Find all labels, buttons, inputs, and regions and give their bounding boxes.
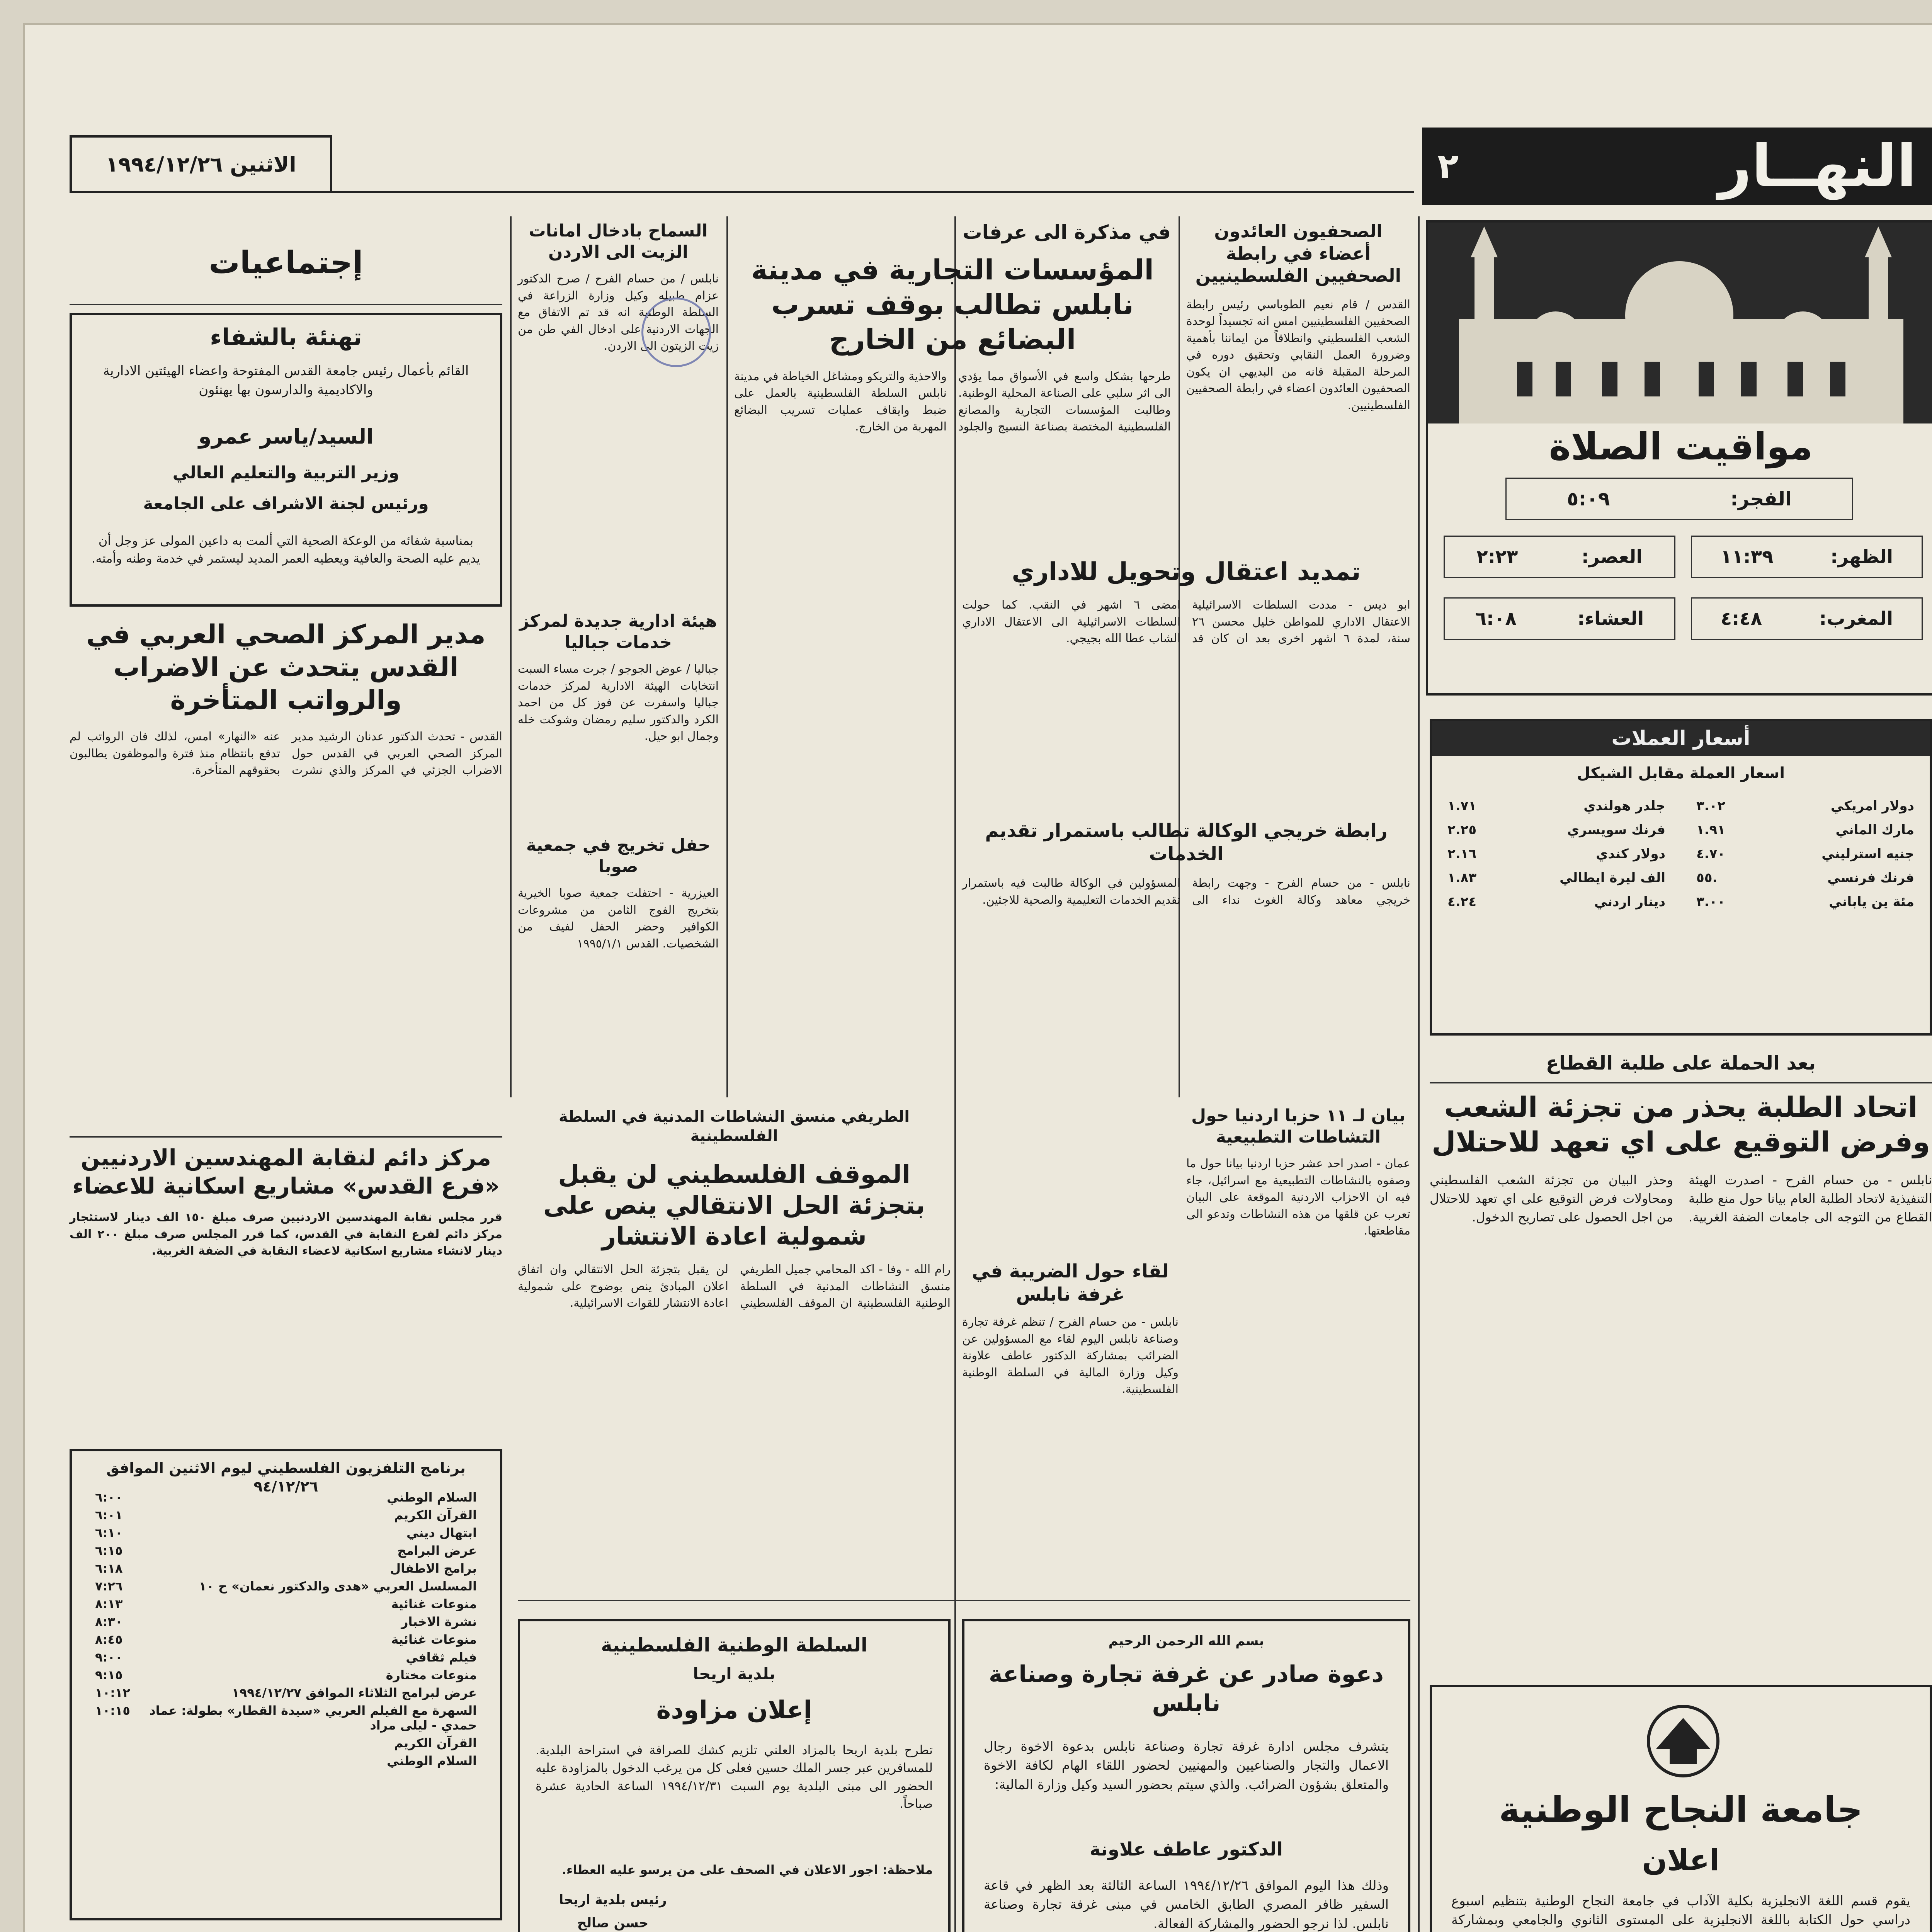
article-tax [962,1260,1179,1530]
congrats-role1: وزير التربية والتعليم العالي [172,463,400,483]
congrats-body: القائم بأعمال رئيس جامعة القدس المفتوحة واعضاء الهيئتين الادارية والاكاديمية والدارسون بها يهنئون [103,363,469,398]
tv-item: المسلسل العربي «هدى والدكتور نعمان» ح ١٠ ٧:٢٦ [95,1579,477,1594]
article-coordination [518,1105,951,1148]
article-health-title: مدير المركز الصحي العربي في القدس يتحدث عن الاضراب والرواتب المتأخرة [86,619,486,716]
article-students-title: اتحاد الطلبة يحذر من تجزئة الشعب وفرض التوقيع على اي تعهد للاحتلال [1432,1091,1930,1158]
invitation-ad [962,1619,1410,1932]
currency-row: فرنك فرنسي .٥٥ [1696,870,1914,886]
issue-date: الاثنين ١٩٩٤/١٢/٢٦ [70,135,332,193]
jericho-note: ملاحظة: اجور الاعلان في الصحف على من يرسو عليه العطاء. [561,1862,933,1877]
article-health [70,618,502,1128]
jericho-body: تطرح بلدية اريحا بالمزاد العلني تلزيم كشك للصرافة في استراحة البلدية. للمسافرين عبر جسر الملك حسين فعلى كل من يرغب الدخول بالمزاودة عليه الحضور الى مبنى البلدية يوم السبت ١٩٩٤/١٢/٣١ الساعة الحادية عشرة صباحاً. [536,1743,933,1811]
article-position-body: رام الله - وفا - اكد المحامي جميل الطريفي منسق النشاطات المدنية في السلطة الوطنية الفلسطينية ان الموقف الفلسطيني لن يقبل بتجزئة الحل الانتقالي وان اتفاق اعلان المبادئ ينص بوضوح على شمولية اعادة الانتشار للقوات الاسرائيلية. [518,1263,951,1310]
social-heading-box [70,220,502,305]
archive-stamp [641,298,711,367]
masthead [1422,128,1932,205]
mosque-illustration [1428,223,1932,423]
maghrib-label: المغرب: [1819,608,1893,629]
article-graduation [518,835,719,1074]
najah-body: يقوم قسم اللغة الانجليزية بكلية الآداب في جامعة النجاح الوطنية بتنظيم اسبوع دراسي حول الكتابة باللغة الانجليزية على المستوى الثانوي والجامعي وبمشاركة [1451,1893,1910,1928]
currency-box [1430,719,1932,1036]
tv-item: عرض البرامج ٦:١٥ [95,1543,477,1558]
congrats-footer: بمناسبة شفائه من الوعكة الصحية التي ألمت به داعين المولى عز وجل أن يديم عليه الصحة والعافية ويعطيه العمر المديد ليستمر في خدمة وطنه وأمته. [92,533,480,566]
article-journalists-title: الصحفيون العائدون أعضاء في رابطة الصحفيين الفلسطينيين [1195,221,1401,286]
invitation-body: يتشرف مجلس ادارة غرفة تجارة وصناعة نابلس بدعوة الاخوة رجال الاعمال والتجار والصناعيين والمهنيين لحضور اللقاء الهام لكافة الاخوة والمتعلق بشؤون الضرائب. والذي سيتم بحضور السيد وكيل وزارة المالية: [984,1739,1389,1793]
article-oil-title: السماح بادخال امانات الزيت الى الاردن [529,221,708,262]
article-arafat-body: طرحها بشكل واسع في الأسواق مما يؤدي الى اثر سلبي على الصناعة المحلية الوطنية. وطالبت المؤسسات التجارية والمصانع الفلسطينية المختصة بصناعة النسيج والجلود والاحذية والتريكو ومشاغل الخياطة في مدينة نابلس السلطة الفلسطينية بالعمل على ضبط وايقاف عمليات تسريب البضائع المهربة من الخارج. [734,369,1171,434]
currency-row: دولار امريكي ٣.٠٢ [1696,798,1914,814]
currency-row: دينار اردني ٤.٢٤ [1447,894,1665,910]
tv-schedule [70,1449,502,1920]
dhuhr-row [1691,536,1923,578]
jericho-ad-title: إعلان مزاودة [656,1696,812,1725]
article-health-body: القدس - تحدث الدكتور عدنان الرشيد مدير المركز الصحي العربي في القدس حول الاضراب الجزئي في المركز والذي نشرت عنه «النهار» امس، لذلك فان الرواتب لم تدفع بانتظام منذ فترة والموظفون يطالبون بحقوقهم المتأخرة. [70,730,502,777]
dhuhr-label: الظهر: [1830,546,1893,568]
article-tax-body: نابلس - من حسام الفرح / تنظم غرفة تجارة وصناعة نابلس اليوم لقاء مع المسؤولين عن الضرائب بمشاركة الدكتور عاطف علاونة وكيل وزارة المالية في السلطة الوطنية الفلسطينية. [962,1315,1179,1396]
article-graduation-body: العيزرية - احتفلت جمعية صوبا الخيرية بتخريج الفوج الثامن من مشروعات الكوافير وحضر الحفل لفيف من الشخصيات. القدس ١٩٩٥/١/١ [518,886,719,951]
currency-row: جلدر هولندي ١.٧١ [1447,798,1665,814]
page-number: ٢ [1437,146,1459,187]
invitation-bismillah: بسم الله الرحمن الرحيم [1108,1633,1264,1649]
congrats-ad [70,313,502,607]
article-journalists-body: القدس / قام نعيم الطوباسي رئيس رابطة الصحفيين الفلسطينيين امس انه تجسيداً لوحدة الشعب الفلسطيني وانطلاقاً من ايماننا بأهمية وضرورة العمل النقابي وتحقيق دوره في المرحلة المقبلة فانه من البديهي ان يكون الصحفيون العائدون اعضاء في رابطة الصحفيين الفلسطينيين. [1186,298,1410,412]
asr-row [1444,536,1675,578]
najah-name: جامعة النجاح الوطنية [1499,1789,1863,1830]
article-jabalia-title: هيئة ادارية جديدة لمركز خدمات جباليا [519,611,717,652]
article-position-title: الموقف الفلسطيني لن يقبل بتجزئة الحل الانتقالي ينص على شمولية اعادة الانتشار [543,1160,925,1251]
tv-item: السلام الوطني ٦:٠٠ [95,1490,477,1505]
article-engineers [70,1144,502,1437]
newspaper-page [23,23,1932,1932]
tv-list [87,1490,485,1771]
tv-item: السلام الوطني [386,1753,477,1768]
article-parties-body: عمان - اصدر احد عشر حزبا اردنيا بيانا حول ما وصفوه بالنشاطات التطبيعية مع اسرائيل، جاء فيه ان الاحزاب الاردنية الموقعة على البيان تعرب عن قلقها من هذه النشاطات وتدعو الى مقاطعتها. [1186,1157,1410,1238]
article-position [518,1159,951,1577]
article-detention [962,556,1410,804]
jericho-ad [518,1619,951,1932]
article-arafat-title: المؤسسات التجارية في مدينة نابلس تطالب بوقف تسرب البضائع من الخارج [751,253,1154,355]
article-oil-body: نابلس / من حسام الفرح / صرح الدكتور عزام طبيله وكيل وزارة الزراعة في السلطة الوطنية انه قد تم الاتفاق مع الجهات الاردنية على ادخال الفي طن من زيت الزيتون الى الاردن. [518,272,719,353]
tv-item: القرآن الكريم [394,1736,477,1750]
fajr-label: الفجر: [1730,488,1792,510]
jericho-authority: السلطة الوطنية الفلسطينية [601,1634,867,1656]
jericho-municipality: بلدية اريحا [693,1664,776,1683]
article-jabalia [518,611,719,811]
congrats-title: تهنئة بالشفاء [210,324,362,351]
footnote-kicker: بعد الحملة على طلبة القطاع [1546,1052,1816,1074]
tv-item: القرآن الكريم ٦:٠١ [95,1508,477,1522]
isha-row [1444,597,1675,640]
prayer-title: مواقيت الصلاة [1549,425,1813,468]
dhuhr-value: ١١:٣٩ [1720,546,1774,568]
currency-row: مئة ين ياباني ٣.٠٠ [1696,894,1914,910]
tv-item: برامج الاطفال ٦:١٨ [95,1561,477,1576]
social-heading: إجتماعيات [209,245,363,281]
invitation-guest: الدكتور عاطف علاونة [1089,1838,1283,1860]
invitation-body2: وذلك هذا اليوم الموافق ١٩٩٤/١٢/٢٦ الساعة الثالثة بعد الظهر في قاعة السفير ظافر المصري الطابق الخامس في مبنى غرفة تجارة وصناعة نابلس. لذا نرجو الحضور والمشاركة الفعالة. [984,1878,1389,1932]
currency-row: جنيه استرليني ٤.٧٠ [1696,846,1914,862]
tv-item: منوعات غنائية ٨:١٣ [95,1597,477,1611]
tv-item: فيلم ثقافي ٩:٠٠ [95,1650,477,1665]
article-arafat-kicker: في مذكرة الى عرفات [963,221,1171,243]
najah-ad [1430,1685,1932,1932]
article-jabalia-body: جباليا / عوض الجوجو / جرت مساء السبت انتخابات الهيئة الادارية لمركز خدمات جباليا واسفرت عن فوز كل من احمد الكرد والدكتور سليم رمضان وشوكت خله وجمال ابو حيل. [518,662,719,743]
prayer-times-box [1426,220,1932,696]
jericho-sign-name: حسن صالح [577,1915,649,1931]
article-oil [518,220,719,599]
currency-row: الف ليرة ايطالي ١.٨٣ [1447,870,1665,886]
article-engineers-title: مركز دائم لنقابة المهندسين الاردنيين «فرع القدس» مشاريع اسكانية للاعضاء [72,1145,500,1199]
isha-label: العشاء: [1577,608,1644,629]
fajr-value: ٥:٠٩ [1566,488,1610,510]
asr-label: العصر: [1581,546,1643,568]
article-agency [962,819,1410,1090]
currency-title: أسعار العملات [1432,721,1930,756]
article-journalists [1186,220,1410,591]
article-graduation-title: حفل تخريج في جمعية صوبا [526,835,711,876]
tv-item: منوعات مختارة ٩:١٥ [95,1668,477,1682]
fajr-row [1505,478,1853,520]
masthead-title: النهــار [1718,133,1917,200]
article-agency-title: رابطة خريجي الوكالة تطالب باستمرار تقديم الخدمات [985,820,1388,865]
najah-ad-title: اعلان [1642,1843,1720,1877]
tv-item: عرض لبرامج الثلاثاء الموافق ١٩٩٤/١٢/٢٧ ١٠:١٢ [95,1685,477,1700]
article-agency-body: نابلس - من حسام الفرح - وجهت رابطة خريجي معاهد وكالة الغوث نداء الى المسؤولين في الوكالة طالبت فيه باستمرار تقديم الخدمات التعليمية والصحية للاجئين. [962,876,1410,907]
article-students-body: نابلس - من حسام الفرح - اصدرت الهيئة التنفيذية لاتحاد الطلبة العام بيانا حول منع طلبة القطاع من التوجه الى جامعات الضفة الغربية. وحذر البيان من تجزئة الشعب الفلسطيني ومحاولات فرض التوقيع على اي تعهد للاحتلال من اجل الحصول على تصاريح الدخول. [1430,1172,1932,1225]
currency-subtitle: اسعار العملة مقابل الشيكل [1577,764,1785,782]
tv-item: السهرة مع الفيلم العربي «سيدة القطار» بطولة: عماد حمدي - ليلى مراد ١٠:١٥ [95,1703,477,1733]
article-parties [1186,1105,1410,1492]
congrats-role2: ورئيس لجنة الاشراف على الجامعة [143,494,429,514]
article-parties-title: بيان لـ ١١ حزبا اردنيا حول التشاطات التطبيعية [1191,1106,1406,1147]
tv-item: نشرة الاخبار ٨:٣٠ [95,1614,477,1629]
jericho-sign-title: رئيس بلدية اريحا [559,1892,667,1908]
congrats-name: السيد/ياسر عمرو [198,424,374,449]
currency-row: مارك الماني ١.٩١ [1696,822,1914,838]
article-engineers-body: قرر مجلس نقابة المهندسين الاردنيين صرف مبلغ ١٥٠ الف دينار لاستئجار مركز دائم لفرع النقابة في القدس، كما قرر المجلس صرف مبلغ ٢٠٠ الف دينار لانشاء مشاريع اسكانية لاعضاء النقابة في الضفة الغربية. [70,1211,502,1258]
article-coordination-title: الطريفي منسق النشاطات المدنية في السلطة الفلسطينية [559,1108,910,1145]
asr-value: ٢:٢٣ [1476,546,1518,568]
currency-row: فرنك سويسري ٢.٢٥ [1447,822,1665,838]
article-detention-body: ابو ديس - مددت السلطات الاسرائيلية الاعتقال الاداري للمواطن خليل محسن ٢٦ سنة، لمدة ٦ اشهر اخرى بعد ان كان قد امضى ٦ اشهر في النقب. كما حولت السلطات الاسرائيلية الى الاعتقال الاداري الشاب عطا الله بجيجي. [962,598,1410,645]
tv-item: منوعات غنائية ٨:٤٥ [95,1632,477,1647]
tv-title: برنامج التلفزيون الفلسطيني ليوم الاثنين الموافق ٩٤/١٢/٢٦ [106,1459,466,1495]
article-students [1430,1090,1932,1658]
isha-value: ٦:٠٨ [1475,608,1517,629]
currency-row: دولار كندي ٢.١٦ [1447,846,1665,862]
maghrib-value: ٤:٤٨ [1720,608,1762,629]
maghrib-row [1691,597,1923,640]
tv-item: ابتهال ديني ٦:١٠ [95,1526,477,1540]
currency-table [1440,798,1922,910]
invitation-title: دعوة صادر عن غرفة تجارة وصناعة نابلس [989,1661,1384,1717]
article-detention-title: تمديد اعتقال وتحويل للاداري [1012,558,1361,586]
university-emblem-icon [1633,1702,1733,1780]
article-tax-title: لقاء حول الضريبة في غرفة نابلس [972,1260,1169,1305]
